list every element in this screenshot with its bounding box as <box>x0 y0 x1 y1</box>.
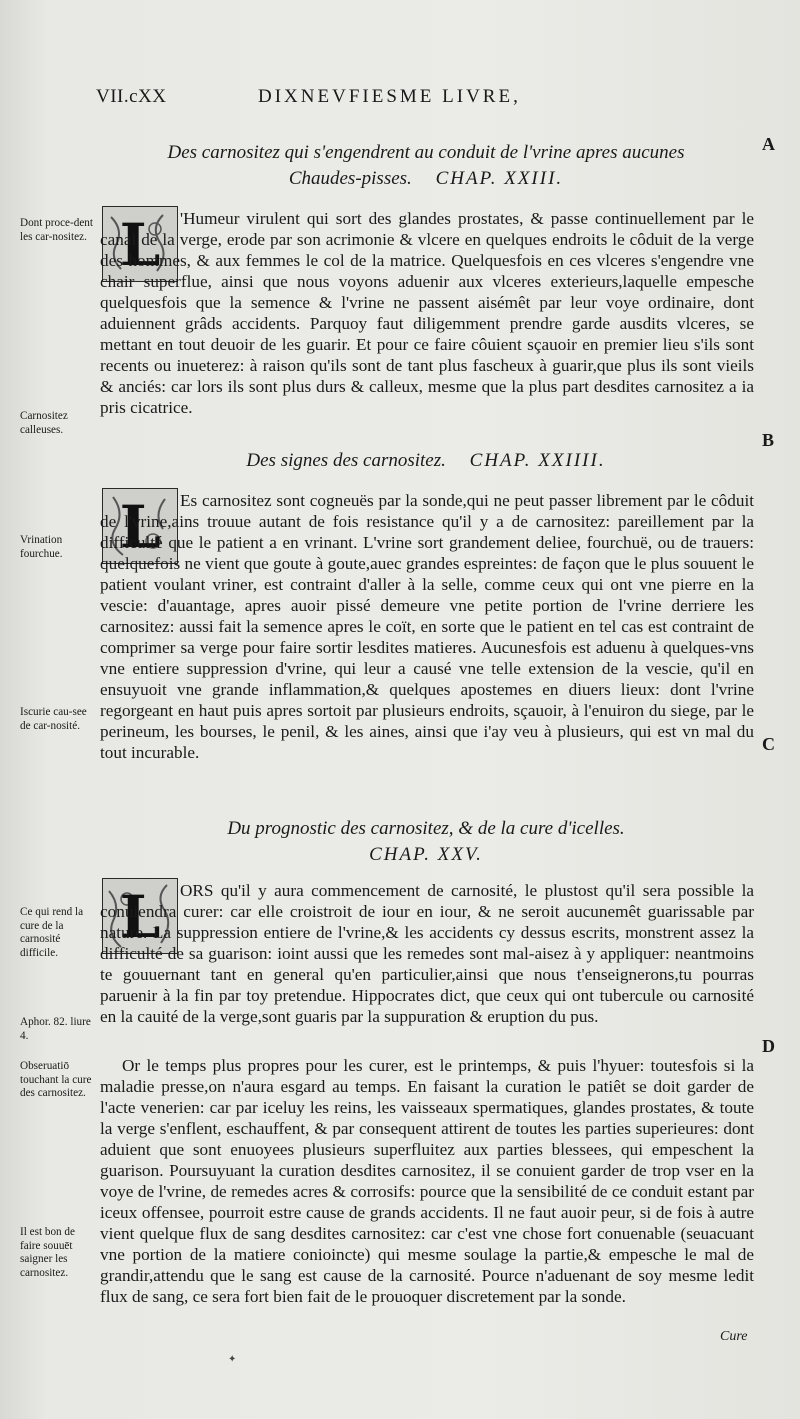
catchword: Cure <box>720 1329 748 1344</box>
book-title: DIXNEVFIESME LIVRE, <box>258 86 521 107</box>
paragraph: Or le temps plus propres pour les curer, est le printemps, & puis l'hyuer: toutesfois si la maladie presse,on n'aura esgard au temps. En faisant la curation le patiêt se doit garder de l'acte venerien: car par iceluy les reins, les vaisseaux spermatiques, glandes prostates, & toute la verge s'enflent, eschauffent, & par consequent attirent de toutes les parties superieures: dont aduient que sont enuoyees plusieurs superfluitez aux parties blessees, qui empeschent la guarison. Poursuyuant la curation desdites carnositez, il se conuient garder de trop vser en la voye de l'vrine, de remedes acres & corrosifs: pource que la sensibilité de ce conduit estant par iceux offensee, pourroit estre cause de grands accidents. Il ne faut auoir peur, si de fois à autre vient quelque flux de sang desdites carnositez: car c'est vne chose fort conuenable (seuacuant vne portion de la matiere conioincte) qui mesme soulage la partie,& empesche le mal de grandir,attendu que le sang est cause de la carnosité. Pource n'aduenant de soy mesme ledit flux de sang, ce sera fort bien fait de le prouoquer discretement par la sonde. <box>100 1056 754 1306</box>
ornament-mark: ✦ <box>228 1354 237 1365</box>
chapter-title: Du prognostic des carnositez, & de la cure d'icelles. <box>227 818 625 839</box>
margin-note: Il est bon de faire souuēt saigner les carnositez. <box>20 1226 75 1279</box>
paragraph: 'Humeur virulent qui sort des glandes prostates, & passe continuellement par le canal de la verge, erode par son acrimonie & vlcere en quelques endroits le côduit de la verge des hommes, & aux femmes le col de la matrice. Quelquesfois en ces vlceres s'engendre vne chair superflue, ainsi que nous voyons aduenir aux vlceres exterieurs,laquelle empesche quelquesfois que la semence & l'vrine ne passent aisémêt par leur voye ordinaire, dont aduiennent grâds accidents. Parquoy faut diligemment prendre garde ausdits vlceres, se mettant en tout deuoir de les guarir. Et pour ce faire côuient sçauoir en premier lieu s'ils sont recents ou inueterez: à raison qu'ils sont de tant plus fascheux à guarir,que plus ils sont vieils & anciés: car lors ils sont plus durs & calleux, mesme que la plus part desdites carnositez a ia pris cicatrice. <box>100 209 754 417</box>
chapter-heading-25 <box>100 816 752 868</box>
margin-note: Dont proce-dent les car-nositez. <box>20 217 94 243</box>
chapter-title: Des carnositez qui s'engendrent au conduit de l'vrine apres aucunes <box>167 142 685 163</box>
running-head <box>0 86 800 116</box>
initial-letter: L <box>119 883 161 951</box>
chapter-text <box>100 490 754 792</box>
chapter-number: CHAP. XXIIII. <box>469 450 606 471</box>
margin-note: Ce qui rend la cure de la carnosité difficile. <box>20 906 84 959</box>
chapter-number: CHAP. XXV. <box>369 844 483 865</box>
initial-letter: L <box>119 493 161 561</box>
margin-letter-b: B <box>762 430 775 450</box>
paragraph: ORS qu'il y aura commencement de carnosité, le plustost qu'il sera possible la conuiendra curer: car elle croistroit de iour en iour, & ne seroit aucunemêt guarissable par nature. La suppression entiere de l'vrine,& les accidents cy dessus escrits, monstrent assez la difficulté de sa guarison: ioint aussi que les remedes sont mal-aisez à y appliquer: neantmoins te gouuernant tant en general qu'en particulier,ainsi que nous t'enseignerons,tu pourras paruenir à la fin par toy pretendue. Hippocrates dict, que ceux qui ont tubercule ou carnosité en la cauité de la verge,sont guaris par la suppuration & eruption du pus. <box>100 881 754 1026</box>
margin-note: Iscurie cau-see de car-nosité. <box>20 706 87 732</box>
margin-letter-d: D <box>762 1036 775 1056</box>
margin-note: Aphor. 82. liure 4. <box>20 1016 91 1042</box>
margin-letter-c: C <box>762 734 775 754</box>
folio-number: VII.cXX <box>96 86 167 107</box>
chapter-title: Des signes des carnositez. <box>246 450 446 471</box>
chapter-text <box>100 880 754 1052</box>
chapter-heading-24 <box>100 448 752 474</box>
initial-letter: L <box>119 211 161 279</box>
margin-note: Carnositez calleuses. <box>20 410 68 436</box>
margin-note: Vrination fourchue. <box>20 534 63 560</box>
paragraph: Es carnositez sont cogneuës par la sonde,qui ne peut passer librement par le côduit de l'vrine,ains trouue autant de fois resistance qu'il y a de carnositez: pareillement par la difficulté que le patient a en vrinant. L'vrine sort grandement deliee, fourchuë, ou de trauers: quelquefois ne vient que goute à goute,auec grandes espreintes: de façon que le plus souuent le patient voulant vriner, est contraint d'aller à la selle, comme ceux qui ont vne pierre en la vescie: d'auantage, apres auoir pissé demeure vne petite portion de l'vrine derriere les carnositez: aussi fait la semence apres le coït, en sorte que le patient en tel cas est contraint de comprimer sa verge pour faire sortir lesdites matieres. Aucunesfois est aduenu à quelques-vns vne entiere suppression d'vrine, qui leur a causé vne telle extension de la vescie, qu'il en ensuyuoit vne grande inflammation,& quelques apostemes en diuers lieux: dont l'vrine regorgeant en haut puis apres sortoit par plusieurs endroits, sçauoir, à l'enuiron du siege, par le perineum, les bourses, le penil, & les aines, ainsi que i'ay veu à plusieurs, qui est vn mal du tout incurable. <box>100 491 754 762</box>
margin-letter-a: A <box>762 134 775 154</box>
chapter-number: CHAP. XXIII. <box>435 168 564 189</box>
chapter-text-cont <box>100 1055 754 1329</box>
chapter-title-cont: Chaudes-pisses. <box>288 168 412 189</box>
margin-note: Obseruatiō touchant la cure des carnositez. <box>20 1060 92 1099</box>
chapter-heading-23 <box>100 140 752 192</box>
chapter-text <box>100 208 754 442</box>
